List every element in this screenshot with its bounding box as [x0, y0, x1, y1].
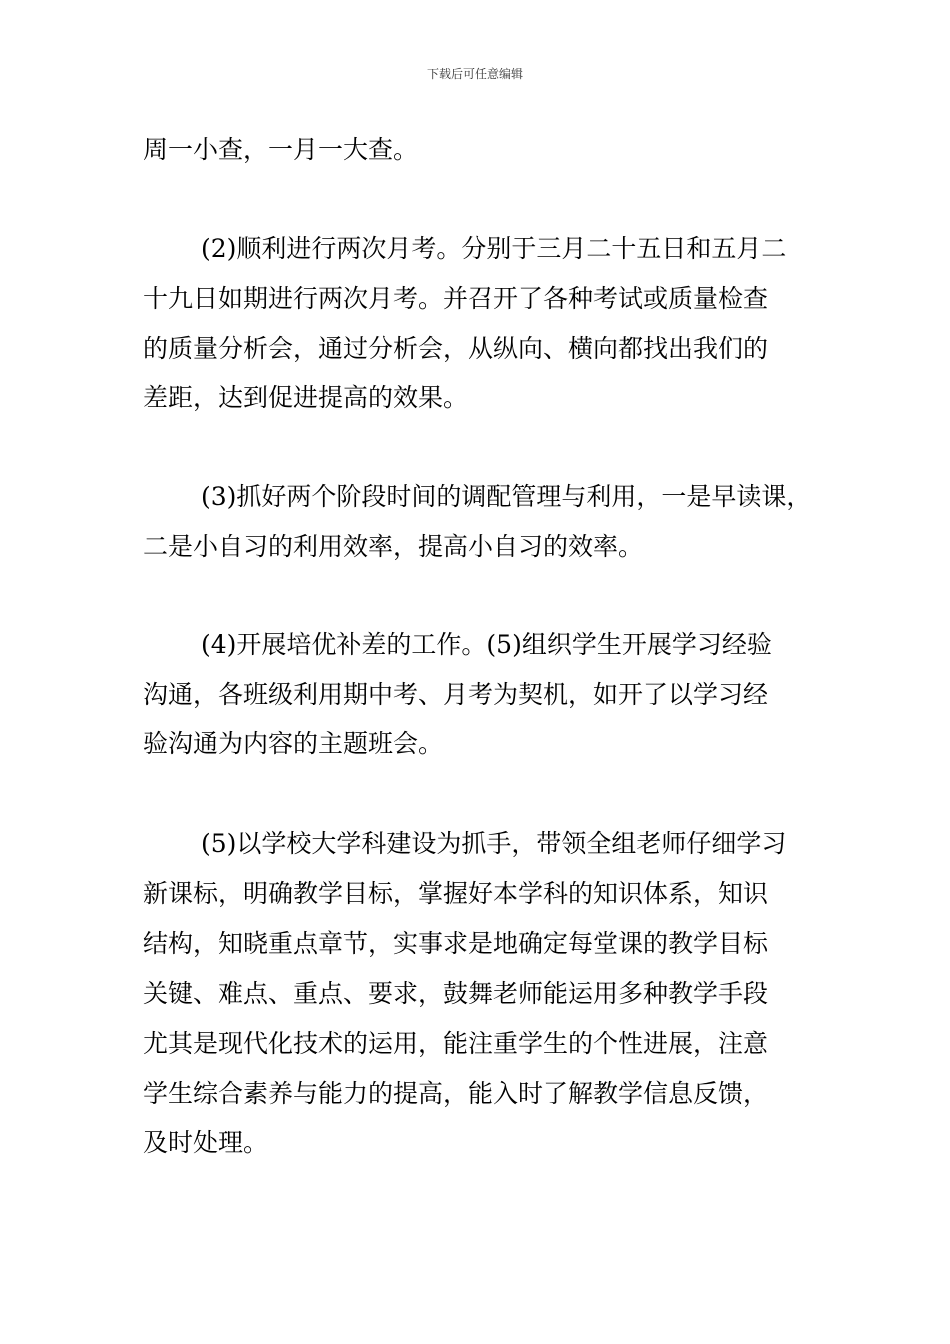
- text-line: 新课标，明确教学目标，掌握好本学科的知识体系，知识: [143, 879, 769, 908]
- text-line: 关键、难点、重点、要求，鼓舞老师能运用多种教学手段: [143, 979, 769, 1008]
- text-line: (4)开展培优补差的工作。(5)组织学生开展学习经验: [201, 630, 772, 659]
- text-line: 十九日如期进行两次月考。并召开了各种考试或质量检查: [143, 284, 769, 313]
- text-line: 二是小自习的利用效率，提高小自习的效率。: [143, 532, 644, 561]
- text-line: (5)以学校大学科建设为抓手，带领全组老师仔细学习: [201, 829, 787, 858]
- text-line: 结构，知晓重点章节，实事求是地确定每堂课的教学目标: [143, 929, 769, 958]
- page-header: 下载后可任意编辑: [426, 67, 523, 81]
- text-line: 周一小查，一月一大查。: [143, 135, 419, 164]
- text-line: 及时处理。: [143, 1128, 269, 1157]
- text-line: 验沟通为内容的主题班会。: [143, 729, 444, 758]
- text-line: 沟通，各班级利用期中考、月考为契机，如开了以学习经: [143, 680, 769, 709]
- text-line: (2)顺利进行两次月考。分别于三月二十五日和五月二: [201, 234, 787, 263]
- text-line: 学生综合素养与能力的提高，能入时了解教学信息反馈，: [143, 1079, 769, 1108]
- text-line: 的质量分析会，通过分析会，从纵向、横向都找出我们的: [143, 334, 769, 363]
- text-line: 差距，达到促进提高的效果。: [143, 383, 469, 412]
- text-line: 尤其是现代化技术的运用，能注重学生的个性进展，注意: [143, 1029, 769, 1058]
- text-line: (3)抓好两个阶段时间的调配管理与利用，一是早读课，: [201, 482, 812, 511]
